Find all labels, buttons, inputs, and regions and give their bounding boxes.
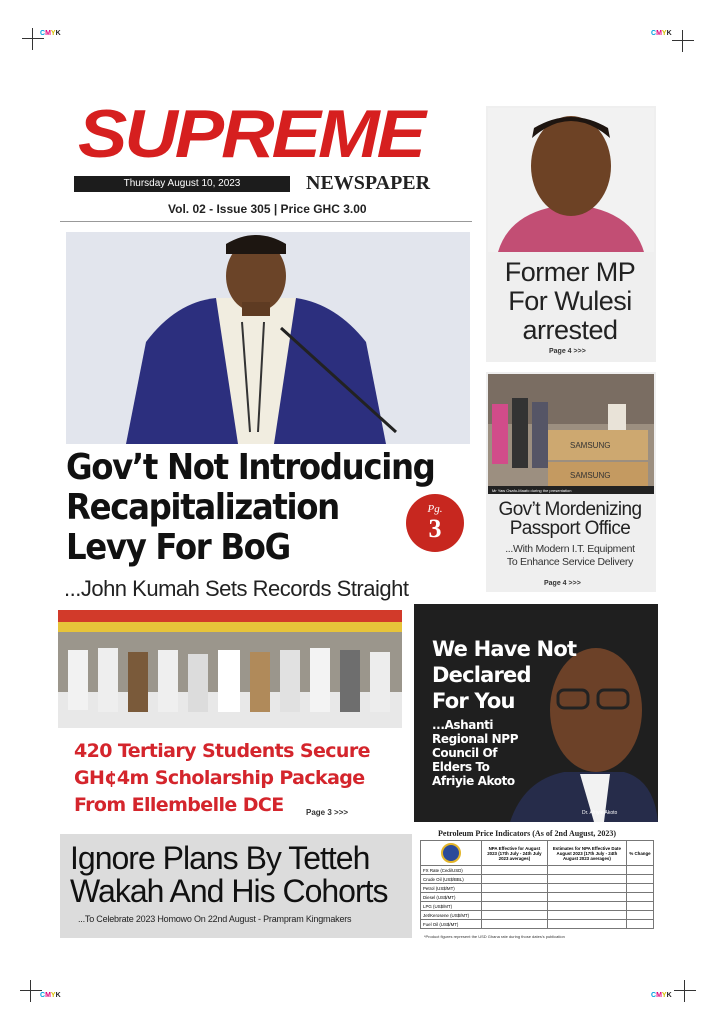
passport-story-photo	[488, 374, 654, 494]
speaker-illustration	[66, 232, 470, 444]
price-table-logo-cell	[421, 841, 482, 866]
mp-headline-line1: Former MP	[504, 257, 636, 287]
scholarship-story-photo	[58, 610, 402, 728]
cmyk-label-bottom-right: CMYK	[651, 992, 672, 999]
scholarship-headline-line1: 420 Tertiary Students Secure	[74, 740, 370, 762]
table-row: Crude Oil (US$/BBL)	[421, 875, 654, 884]
price-table-header-3: % Change	[627, 841, 654, 866]
table-row: Petrol (US$/MT)	[421, 884, 654, 893]
crop-mark-bottom-right	[674, 980, 696, 1002]
price-table	[420, 840, 654, 929]
declared-headline-line3: For You	[432, 689, 515, 713]
table-row: Diesel (US$/MT)	[421, 893, 654, 902]
declared-subheadline	[432, 718, 518, 788]
passport-subheadline	[490, 543, 650, 569]
cmyk-label-bottom-left: CMYK	[40, 992, 61, 999]
lead-headline-line3: Levy For BoG	[66, 527, 290, 568]
page-badge-label: Pg.	[427, 503, 443, 515]
box-label-2: SAMSUNG	[570, 471, 611, 480]
mp-headline	[490, 258, 650, 345]
box-label-1: SAMSUNG	[570, 441, 611, 450]
passport-photo-caption: Mr Yaw Osafo-Maafo during the presentation	[492, 488, 572, 493]
scholarship-headline	[74, 738, 370, 819]
table-row: Jet/Kerosene (US$/MT)	[421, 911, 654, 920]
lead-headline-line2: Recapitalization	[66, 487, 339, 528]
masthead-rule	[60, 221, 472, 222]
page-badge	[406, 494, 464, 552]
declared-headline-line1: We Have Not	[432, 637, 577, 661]
scholarship-page-ref: Page 3 >>>	[306, 808, 349, 817]
passport-headline-line1: Gov’t Mordenizing	[498, 499, 642, 520]
npa-logo-icon	[441, 843, 461, 863]
ignore-headline-line2: Wakah And His Cohorts	[70, 873, 388, 909]
price-table-header-1: NPA Effective for August 2023 (17th July - 24th July 2023 averages)	[482, 841, 548, 866]
ignore-headline	[70, 842, 388, 908]
price-table-header-row	[421, 841, 654, 866]
passport-sub-line2: To Enhance Service Delivery	[506, 556, 634, 568]
declared-sub-line3: Council Of	[432, 746, 498, 760]
lead-headline-line1: Gov’t Not Introducing	[66, 447, 435, 488]
passport-page-ref: Page 4 >>>	[544, 580, 581, 587]
mp-story-photo	[488, 108, 654, 252]
scholarship-headline-line2: GH¢4m Scholarship Package	[74, 767, 365, 789]
crop-mark-top-right	[672, 30, 694, 52]
declared-sub-line1: ...Ashanti	[432, 718, 494, 732]
masthead-subtitle: NEWSPAPER	[306, 172, 431, 194]
cmyk-label-top-left: CMYK	[40, 30, 61, 37]
declared-headline	[432, 636, 576, 714]
scholarship-headline-line3: From Ellembelle DCE	[74, 794, 284, 816]
equipment-presentation-photo	[488, 374, 654, 494]
students-group-photo	[58, 610, 402, 728]
ignore-headline-line1: Ignore Plans By Tetteh	[70, 840, 370, 876]
ignore-subheadline: ...To Celebrate 2023 Homowo On 22nd August - Prampram Kingmakers	[78, 914, 352, 924]
passport-sub-line1: ...With Modern I.T. Equipment	[505, 543, 635, 555]
masthead-date: Thursday August 10, 2023	[74, 176, 290, 192]
masthead-title: SUPREME	[78, 95, 423, 172]
declared-sub-line5: Afriyie Akoto	[432, 774, 515, 788]
page-badge-number: 3	[428, 514, 442, 543]
passport-headline-line2: Passport Office	[509, 518, 631, 539]
crop-mark-bottom-left	[20, 980, 42, 1002]
passport-headline	[490, 500, 650, 538]
lead-subheadline: ...John Kumah Sets Records Straight	[64, 576, 409, 601]
table-row: Fuel Oil (US$/MT)	[421, 920, 654, 929]
table-row: LPG (US$/MT)	[421, 902, 654, 911]
issue-line: Vol. 02 - Issue 305 | Price GHC 3.00	[168, 202, 367, 216]
price-table-title: Petroleum Price Indicators (As of 2nd August, 2023)	[438, 829, 617, 838]
table-row: FX Rate (Cedi/USD)	[421, 866, 654, 875]
cmyk-label-top-right: CMYK	[651, 30, 672, 37]
lead-story-photo	[66, 232, 470, 444]
former-mp-portrait	[488, 108, 654, 252]
mp-headline-line3: arrested	[522, 315, 618, 345]
declared-sub-line2: Regional NPP	[432, 732, 519, 746]
mp-page-ref: Page 4 >>>	[549, 348, 586, 355]
mp-headline-line2: For Wulesi	[508, 286, 632, 316]
declared-photo-caption: Dr. Afriyie Akoto	[582, 810, 618, 816]
price-table-footnote: *Product figures represent the USD Ghana rate during those dates's publication	[424, 934, 565, 939]
price-table-header-2: Estimates for NPA Effective Date August 2023 (17th July - 24th August 2023 averages)	[547, 841, 626, 866]
declared-sub-line4: Elders To	[432, 760, 490, 774]
lead-headline	[66, 448, 435, 568]
declared-headline-line2: Declared	[432, 663, 531, 687]
